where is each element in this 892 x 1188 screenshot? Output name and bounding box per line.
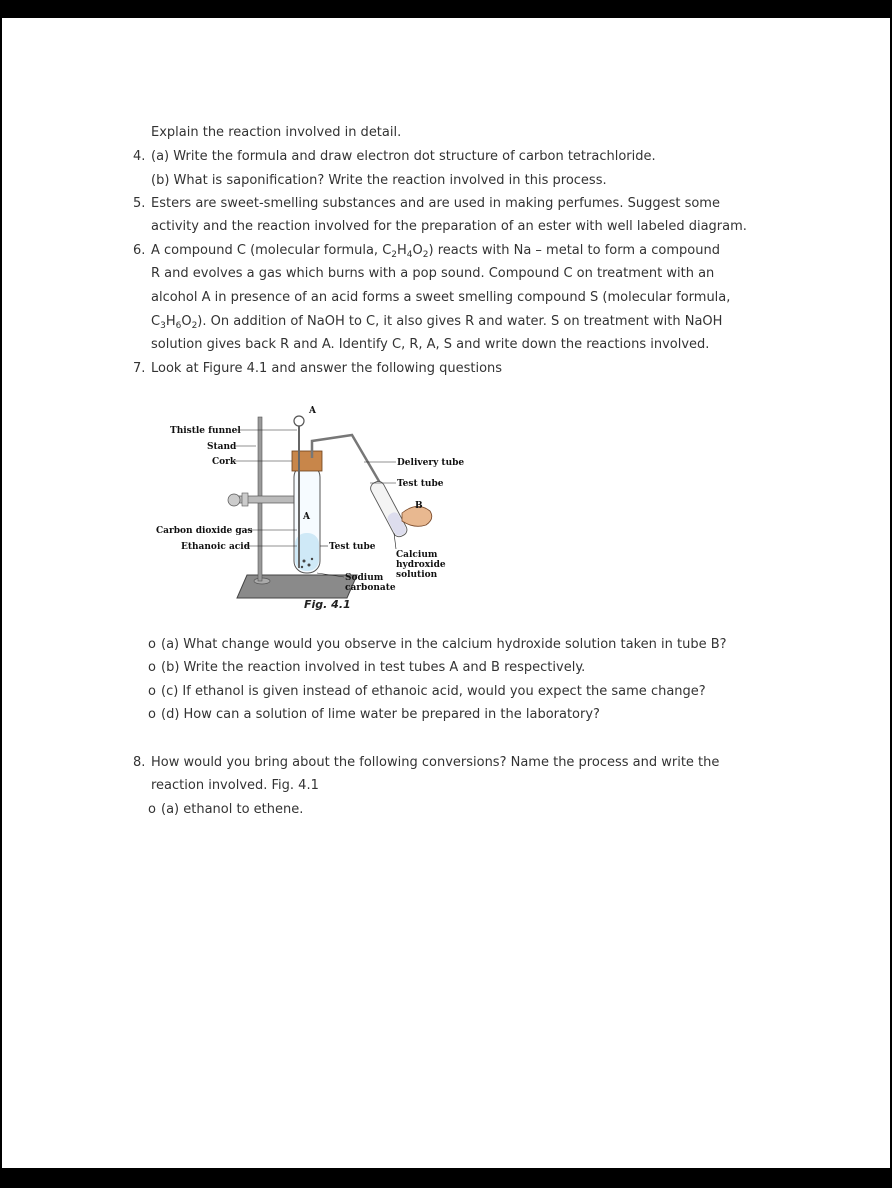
bullet: o bbox=[148, 660, 156, 675]
question-4b: (b) What is saponification? Write the reaction involved in this process. bbox=[151, 173, 607, 188]
question-7d: (d) How can a solution of lime water be prepared in the laboratory? bbox=[161, 707, 600, 722]
bullet: o bbox=[148, 684, 156, 699]
stand-base bbox=[237, 575, 357, 598]
bullet: o bbox=[148, 707, 156, 722]
question-8-line2: reaction involved. Fig. 4.1 bbox=[151, 778, 319, 793]
label-sodium-carbonate-line1: Sodium bbox=[345, 573, 384, 583]
question-6-line2: R and evolves a gas which burns with a pop sound. Compound C on treatment with an bbox=[151, 266, 715, 281]
question-5-line2: activity and the reaction involved for the preparation of an ester with well labeled diagram. bbox=[151, 219, 747, 234]
question-7b: (b) Write the reaction involved in test tubes A and B respectively. bbox=[161, 660, 586, 675]
bullet: o bbox=[148, 802, 156, 817]
label-delivery-tube: Delivery tube bbox=[397, 458, 465, 468]
label-test-tube-top: Test tube bbox=[397, 479, 444, 489]
label-calcium-line3: solution bbox=[396, 570, 438, 580]
label-stand: Stand bbox=[207, 442, 237, 452]
question-7a: (a) What change would you observe in the calcium hydroxide solution taken in tube B? bbox=[161, 637, 727, 652]
cork bbox=[292, 451, 322, 471]
label-thistle-funnel: Thistle funnel bbox=[170, 426, 241, 436]
label-sodium-carbonate-line2: carbonate bbox=[345, 583, 396, 593]
question-8-line1: How would you bring about the following conversions? Name the process and write the bbox=[151, 755, 720, 770]
label-calcium-line1: Calcium bbox=[396, 550, 438, 560]
document-page bbox=[2, 18, 890, 1168]
question-6-line1: A compound C (molecular formula, $C_2H_4O_2$) reacts with Na – metal to form a compound bbox=[151, 243, 720, 260]
question-6-line3: alcohol A in presence of an acid forms a sweet smelling compound S (molecular formula, bbox=[151, 290, 731, 305]
question-number: 6. bbox=[133, 243, 146, 258]
label-calcium-line2: hydroxide bbox=[396, 560, 446, 570]
label-cork: Cork bbox=[212, 457, 237, 467]
lab-apparatus-figure bbox=[152, 383, 482, 628]
question-6-line4: $C_3H_6O_2$). On addition of NaOH to C, it also gives R and water. S on treatment with NaOH bbox=[151, 314, 723, 331]
figure-caption: Fig. 4.1 bbox=[304, 598, 351, 611]
label-b: B bbox=[415, 501, 423, 511]
question-number: 5. bbox=[133, 196, 146, 211]
label-a-top: A bbox=[309, 406, 316, 416]
label-ethanoic-acid: Ethanoic acid bbox=[181, 542, 250, 552]
question-number: 4. bbox=[133, 149, 146, 164]
question-number: 8. bbox=[133, 755, 146, 770]
bullet: o bbox=[148, 637, 156, 652]
label-a-inner: A bbox=[303, 512, 310, 522]
question-4a: (a) Write the formula and draw electron dot structure of carbon tetrachloride. bbox=[151, 149, 656, 164]
question-6-line5: solution gives back R and A. Identify C, R, A, S and write down the reactions involved. bbox=[151, 337, 710, 352]
label-test-tube-mid: Test tube bbox=[329, 542, 376, 552]
text-line: Explain the reaction involved in detail. bbox=[151, 125, 402, 140]
question-5-line1: Esters are sweet-smelling substances and are used in making perfumes. Suggest some bbox=[151, 196, 720, 211]
label-carbon-dioxide-gas: Carbon dioxide gas bbox=[156, 526, 253, 536]
question-number: 7. bbox=[133, 361, 146, 376]
question-7: Look at Figure 4.1 and answer the following questions bbox=[151, 361, 503, 376]
question-7c: (c) If ethanol is given instead of ethanoic acid, would you expect the same change? bbox=[161, 684, 706, 699]
question-8a: (a) ethanol to ethene. bbox=[161, 802, 304, 817]
